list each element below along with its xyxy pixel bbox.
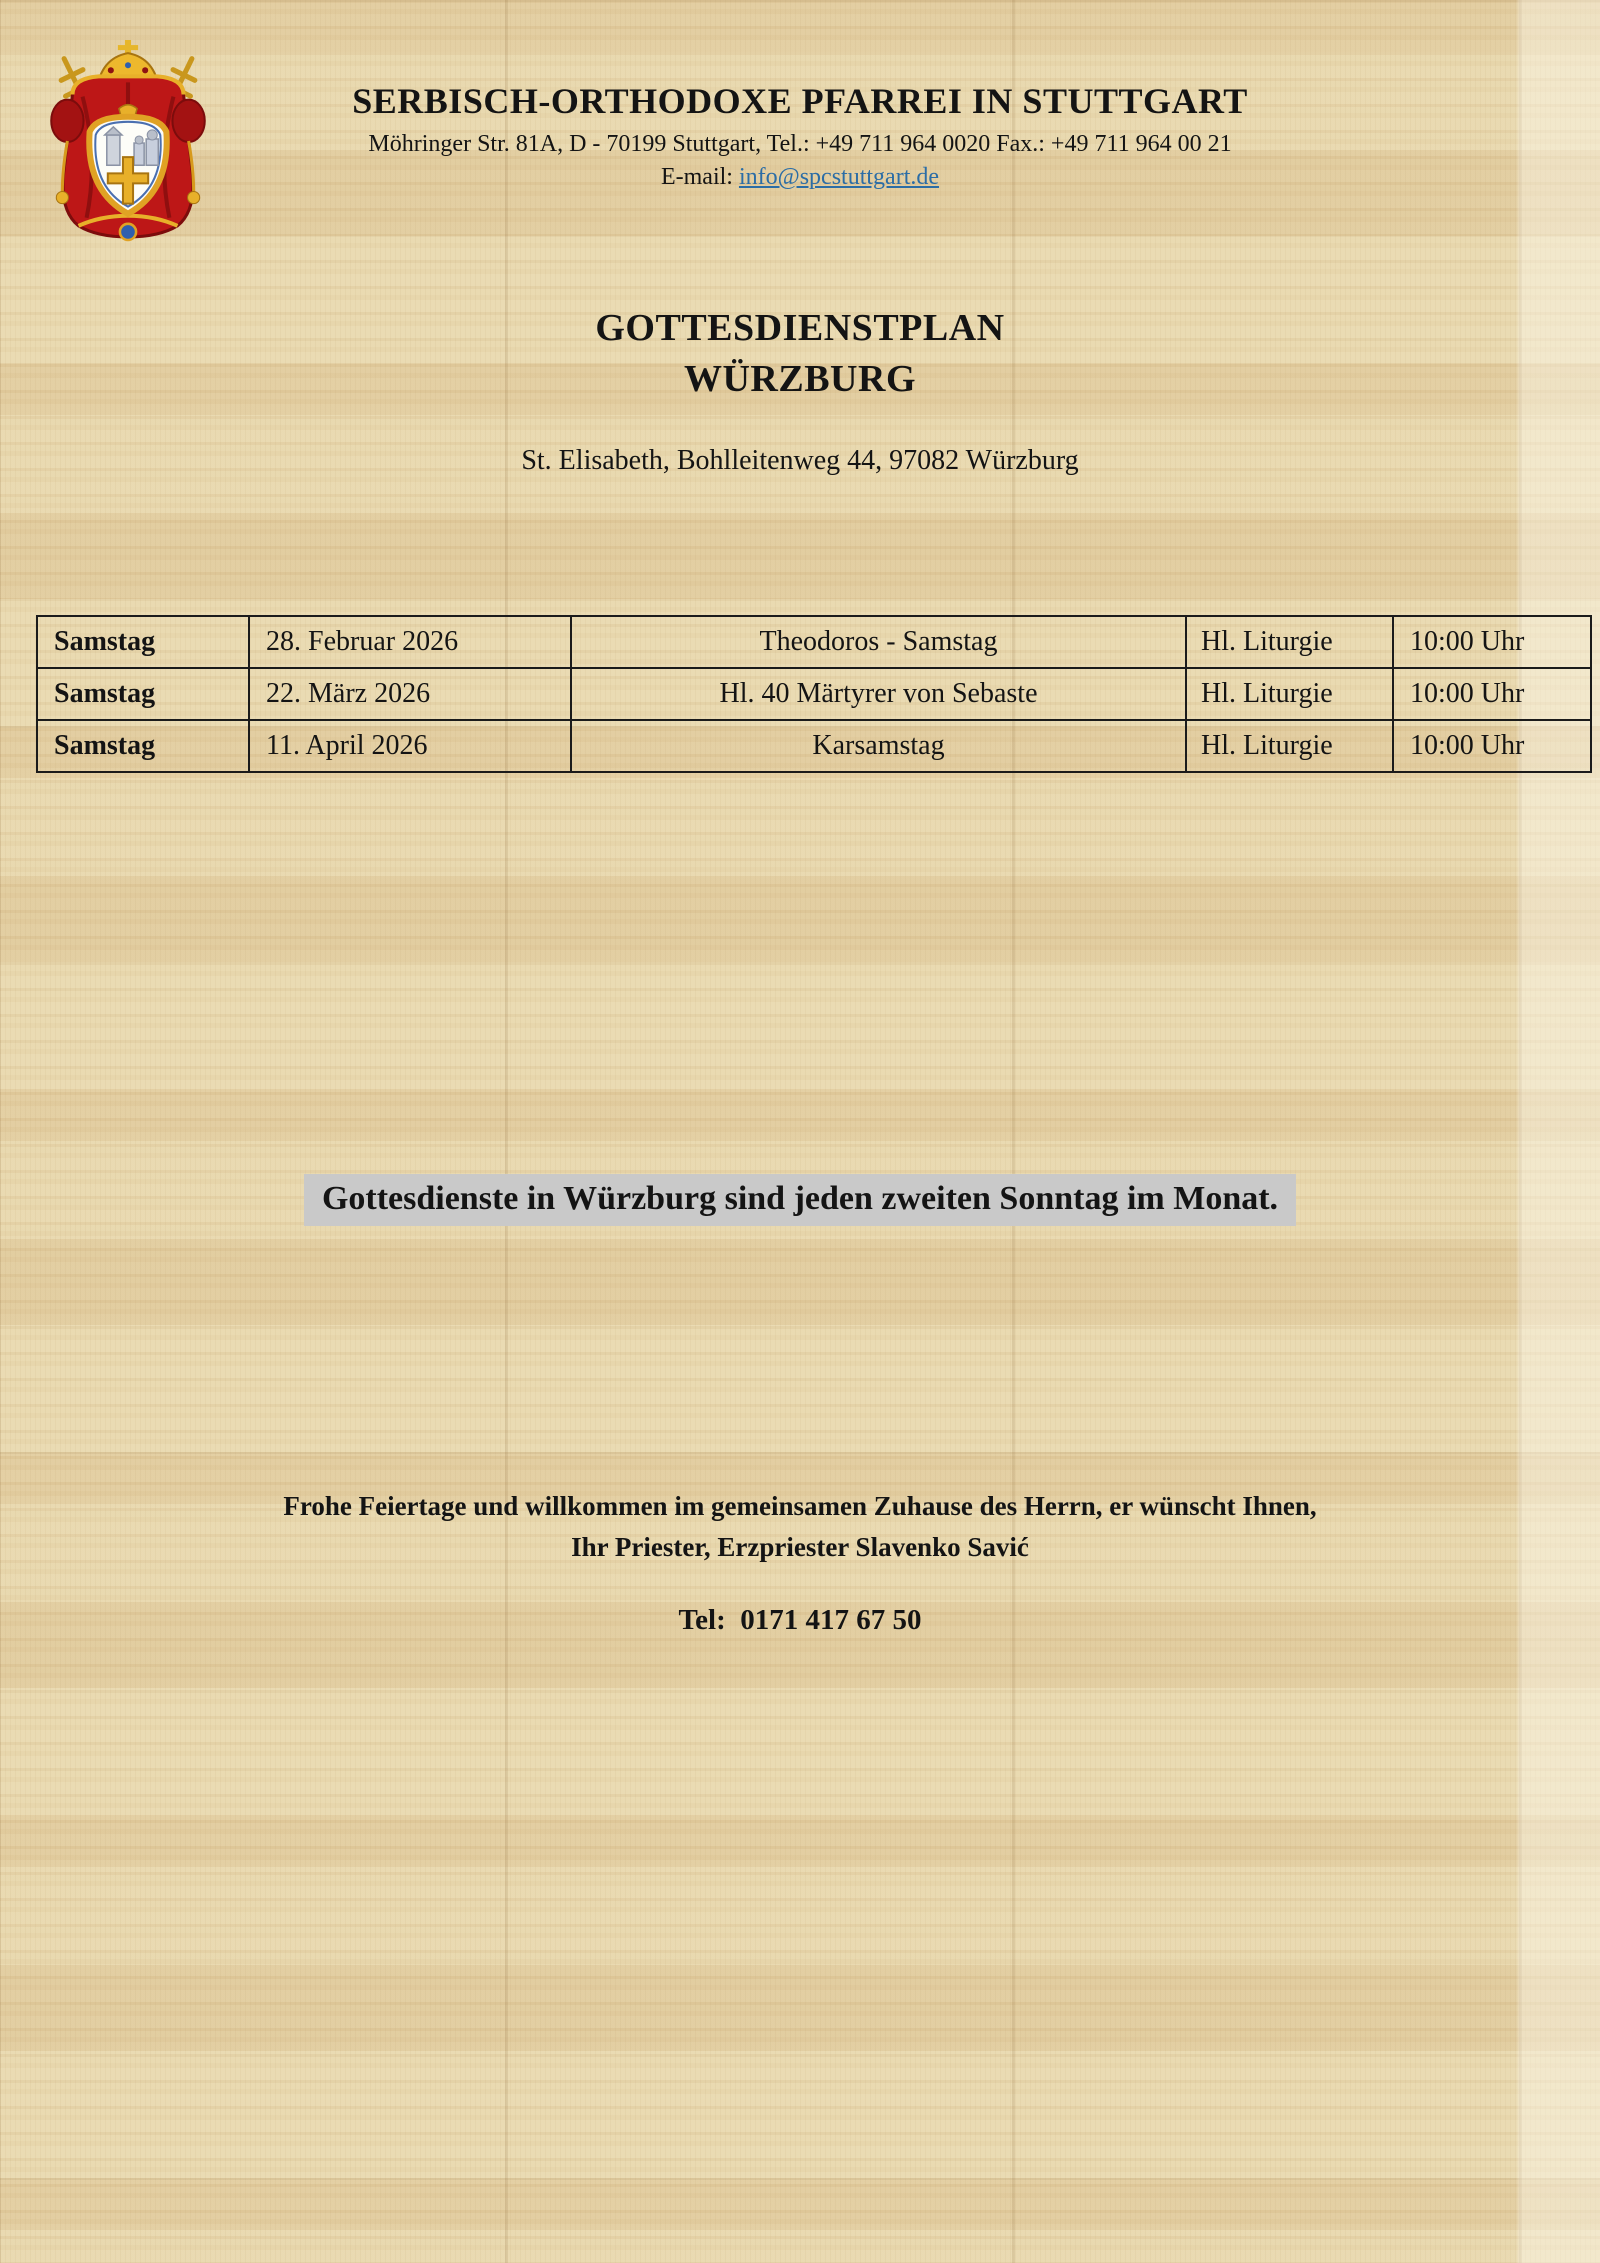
- email-line: [0, 162, 1600, 192]
- organization-name: SERBISCH-ORTHODOXE PFARREI IN STUTTGART: [352, 81, 1248, 121]
- cell-feast: Theodoros - Samstag: [571, 616, 1186, 668]
- notice-row: [0, 1174, 1600, 1226]
- cell-day: Samstag: [37, 668, 249, 720]
- closing-line1: Frohe Feiertage und willkommen im gemeinsamen Zuhause des Herrn, er wünscht Ihnen,: [283, 1491, 1317, 1521]
- cell-service: Hl. Liturgie: [1186, 668, 1393, 720]
- email-link[interactable]: info@spcstuttgart.de: [738, 164, 940, 190]
- cell-service: Hl. Liturgie: [1186, 616, 1393, 668]
- table-row: [37, 720, 1591, 772]
- cell-time: 10:00 Uhr: [1393, 720, 1591, 772]
- cell-service: Hl. Liturgie: [1186, 720, 1393, 772]
- closing-greeting: [0, 1486, 1600, 1568]
- cell-feast: Hl. 40 Märtyrer von Sebaste: [571, 668, 1186, 720]
- letterhead: [0, 80, 1600, 192]
- organization-address: Möhringer Str. 81A, D - 70199 Stuttgart, Tel.: +49 711 964 0020 Fax.: +49 711 964 00 21: [368, 131, 1232, 157]
- cell-day: Samstag: [37, 616, 249, 668]
- highlighted-notice: Gottesdienste in Würzburg sind jeden zweiten Sonntag im Monat.: [304, 1174, 1296, 1226]
- document-title-line2: WÜRZBURG: [683, 358, 917, 400]
- service-schedule-table: [36, 615, 1592, 773]
- table-row: [37, 668, 1591, 720]
- table-row: [37, 616, 1591, 668]
- cell-day: Samstag: [37, 720, 249, 772]
- document-title: [0, 303, 1600, 405]
- cell-date: 11. April 2026: [249, 720, 571, 772]
- document-title-line1: GOTTESDIENSTPLAN: [595, 307, 1005, 349]
- church-address-subtitle: St. Elisabeth, Bohlleitenweg 44, 97082 Würzburg: [521, 445, 1079, 476]
- cell-time: 10:00 Uhr: [1393, 668, 1591, 720]
- email-label: E-mail:: [660, 164, 739, 190]
- cell-time: 10:00 Uhr: [1393, 616, 1591, 668]
- cell-date: 28. Februar 2026: [249, 616, 571, 668]
- cell-date: 22. März 2026: [249, 668, 571, 720]
- closing-line2: Ihr Priester, Erzpriester Slavenko Savić: [571, 1532, 1029, 1562]
- telephone-line: Tel: 0171 417 67 50: [678, 1604, 922, 1636]
- cell-feast: Karsamstag: [571, 720, 1186, 772]
